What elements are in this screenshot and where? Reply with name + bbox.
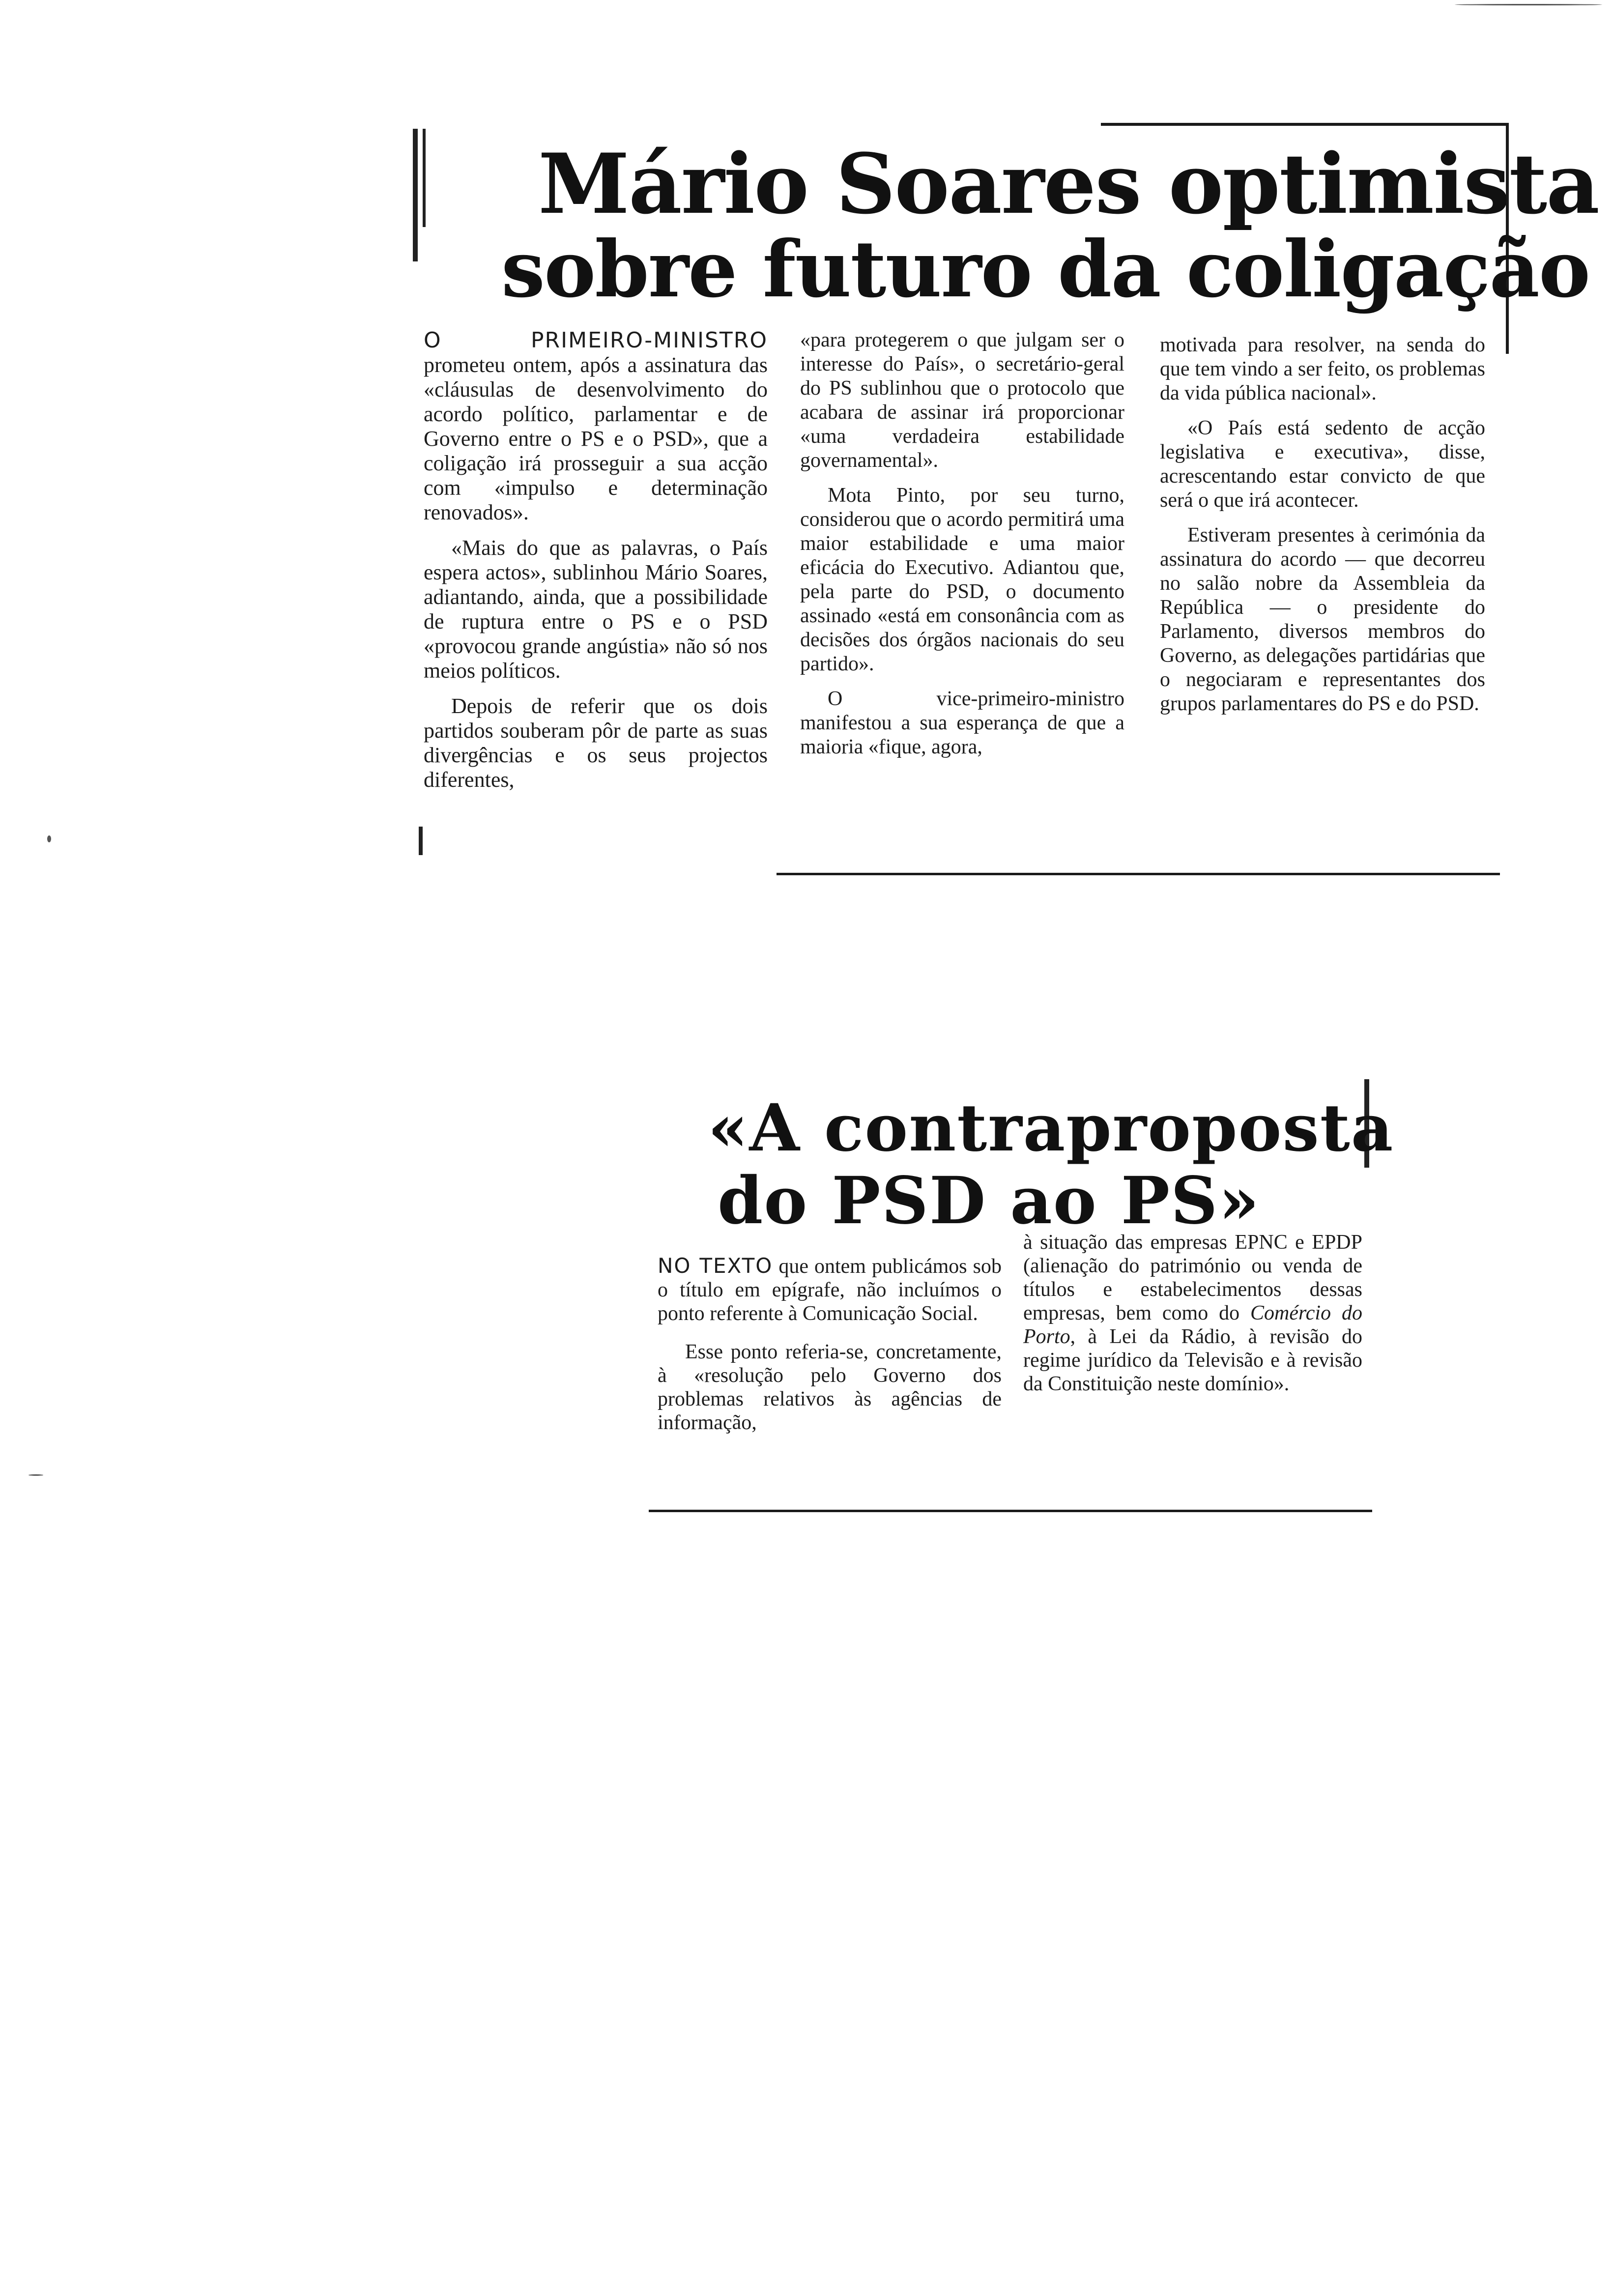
article1-col1-paragraph-3: Depois de referir que os dois partidos souberam pôr de parte as suas divergências e os seus projectos diferentes,	[424, 694, 768, 792]
article2-bottom-rule	[649, 1510, 1372, 1512]
article1-col1-paragraph-1: prometeu ontem, após a assinatura das «cláusulas de desenvolvimento do acordo político, parlamentar e de Governo entre o PS e o PSD», que a coligação irá prosseguir a sua acção com «impulso e determinação renovados».	[424, 353, 768, 524]
scan-speck	[1455, 4, 1602, 5]
article1-col2-paragraph-2: Mota Pinto, por seu turno, considerou que o acordo permitirá uma maior estabilidade e uma maior eficácia do Executivo. Adiantou que, pela parte do PSD, o documento assinado «está em consonância com as decisões dos órgãos nacionais do seu partido».	[800, 484, 1124, 675]
article2-column-1	[658, 1254, 1002, 1445]
article2-col2-italic-title: Comércio do Porto	[1023, 1302, 1363, 1348]
article1-col2-paragraph-3: O vice-primeiro-ministro manifestou a sua esperança de que a maioria «fique, agora,	[800, 688, 1124, 758]
article2-lead-in: NO TEXTO	[658, 1254, 773, 1278]
article1-headline-line1: Mário Soares optimista	[538, 135, 1599, 232]
article2-col1-paragraph-1: que ontem publicámos sob o título em epígrafe, não incluímos o ponto referente à Comunicação Social.	[658, 1255, 1002, 1325]
article1-col3-paragraph-2: «O País está sedento de acção legislativa e executiva», disse, acrescentando estar convicto de que será o que irá acontecer.	[1160, 417, 1485, 512]
article1-left-margin-mark	[413, 129, 418, 261]
article2-col1-paragraph-2: Esse ponto referia-se, concretamente, à «resolução pelo Governo dos problemas relativos às agências de informação,	[658, 1341, 1002, 1434]
article1-col1-paragraph-2: «Mais do que as palavras, o País espera actos», sublinhou Mário Soares, adiantando, ainda, que a possibilidade de ruptura entre o PS e o PSD «provocou grande angústia» não só nos meios políticos.	[424, 536, 768, 683]
scan-speck	[29, 1474, 43, 1476]
article1-column-margin-mark	[419, 827, 423, 855]
article1-headline-line2: sobre futuro da coligação	[501, 224, 1590, 315]
article1-col3-paragraph-3: Estiveram presentes à cerimónia da assinatura do acordo — que decorreu no salão nobre da Assembleia da República — o presidente do Parlamento, diversos membros do Governo, as delegações partidárias que o negociaram e representantes dos grupos parlamentares do PS e do PSD.	[1160, 524, 1485, 715]
article1-column-3	[1160, 333, 1485, 727]
article2-headline-line2: do PSD ao PS»	[718, 1163, 1260, 1239]
article1-bottom-rule	[777, 873, 1500, 875]
article1-column-1	[424, 328, 768, 803]
article2-col2-text-a: à situação das empresas EPNC e EPDP (alienação do património ou venda de títulos e estabelecimentos dessas empresas, bem como do	[1023, 1231, 1362, 1324]
scan-speck	[47, 835, 51, 842]
article1-col3-paragraph-1: motivada para resolver, na senda do que tem vindo a ser feito, os problemas da vida pública nacional».	[1160, 334, 1485, 404]
article1-lead-in: O PRIMEIRO-MINISTRO	[424, 328, 768, 353]
article2-headline-line1: «A contraproposta	[708, 1090, 1394, 1166]
article2-column-2	[1023, 1231, 1362, 1406]
article1-col2-paragraph-1: «para protegerem o que julgam ser o interesse do País», o secretário-geral do PS sublinhou que o protocolo que acabara de assinar irá proporcionar «uma verdadeira estabilidade governamental».	[800, 329, 1124, 472]
article1-column-2	[800, 328, 1124, 770]
article2-col2-text-b: , à Lei da Rádio, à revisão do regime jurídico da Televisão e à revisão da Constituição neste domínio».	[1023, 1325, 1362, 1395]
article1-top-rule	[1101, 123, 1509, 126]
article1-left-margin-mark-2	[423, 129, 426, 227]
